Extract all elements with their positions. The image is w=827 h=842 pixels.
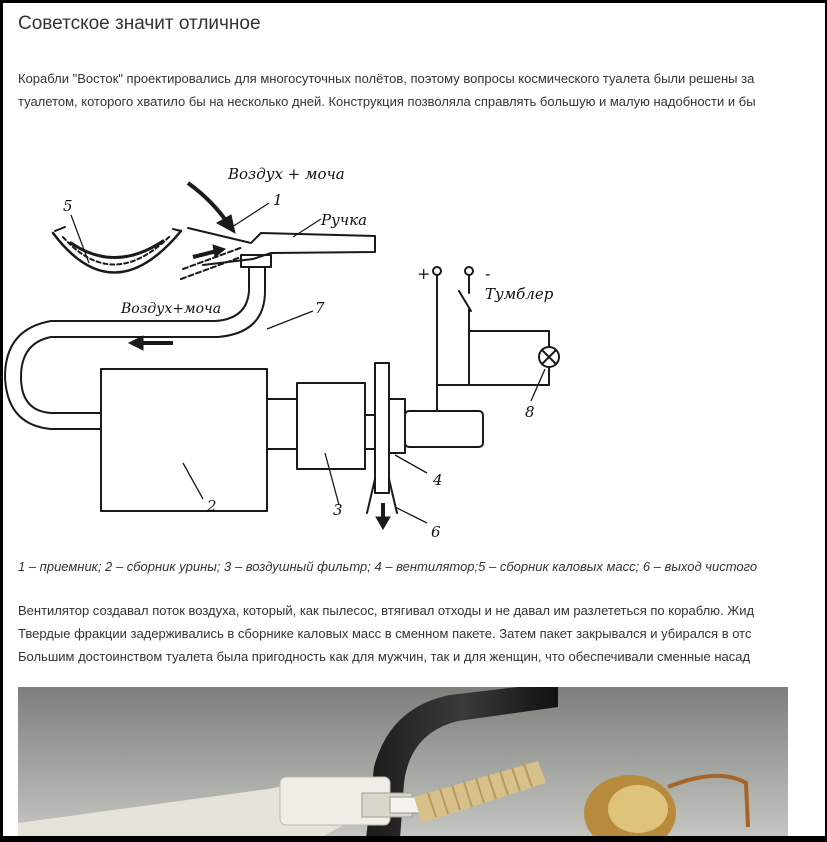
stool-collector-bowl — [53, 231, 181, 273]
label-number-8: 8 — [525, 403, 535, 421]
label-number-4: 4 — [433, 471, 443, 489]
label-number-2: 2 — [207, 497, 217, 515]
intro-paragraph — [18, 67, 756, 113]
label-switch: Тумблер — [485, 285, 554, 303]
fan-housing — [375, 363, 389, 493]
intro-line: Корабли "Восток" проектировались для многосуточных полётов, поэтому вопросы космического туалета были решены за — [18, 71, 755, 86]
label-number-6: 6 — [431, 523, 441, 541]
label-air-urine-top: Воздух + моча — [228, 165, 345, 183]
label-handle: Ручка — [321, 211, 368, 229]
label-number-7: 7 — [315, 299, 325, 317]
label-plus: + — [417, 264, 431, 283]
body-line: Большим достоинством туалета была пригодность как для мужчин, так и для женщин, что обеспечивали сменные насад — [18, 649, 751, 664]
air-filter — [297, 383, 365, 469]
toilet-schematic-diagram — [3, 133, 603, 553]
fan-motor — [405, 411, 483, 447]
air-urine-flow-arrow-top — [188, 183, 229, 225]
diagram-caption: 1 – приемник; 2 – сборник урины; 3 – воздушный фильтр; 4 – вентилятор;5 – сборник каловых масс; 6 – выход чистого — [18, 559, 758, 574]
label-minus: - — [485, 264, 491, 283]
toggle-switch — [459, 291, 471, 311]
label-air-urine-left: Воздух+моча — [121, 301, 222, 317]
label-number-5: 5 — [63, 197, 73, 215]
article-page — [3, 3, 825, 836]
article-title: Советское значит отличное — [18, 13, 261, 34]
toilet-device-photo-illustration — [18, 687, 788, 836]
intro-line: туалетом, которого хватило бы на несколько дней. Конструкция позволяла справлять большую и малую надобности и бы — [18, 94, 756, 109]
body-line: Твердые фракции задерживались в сборнике каловых масс в сменном пакете. Затем пакет закрывался и убирался в отс — [18, 626, 752, 641]
body-line: Вентилятор создавал поток воздуха, который, как пылесос, втягивал отходы и не давал им разлететься по кораблю. Жид — [18, 603, 755, 618]
hose-connector — [241, 255, 271, 267]
toilet-device-photo — [18, 687, 788, 836]
label-number-1: 1 — [273, 191, 283, 209]
urine-collector — [101, 369, 267, 511]
body-paragraph — [18, 599, 754, 668]
label-number-3: 3 — [333, 501, 343, 519]
